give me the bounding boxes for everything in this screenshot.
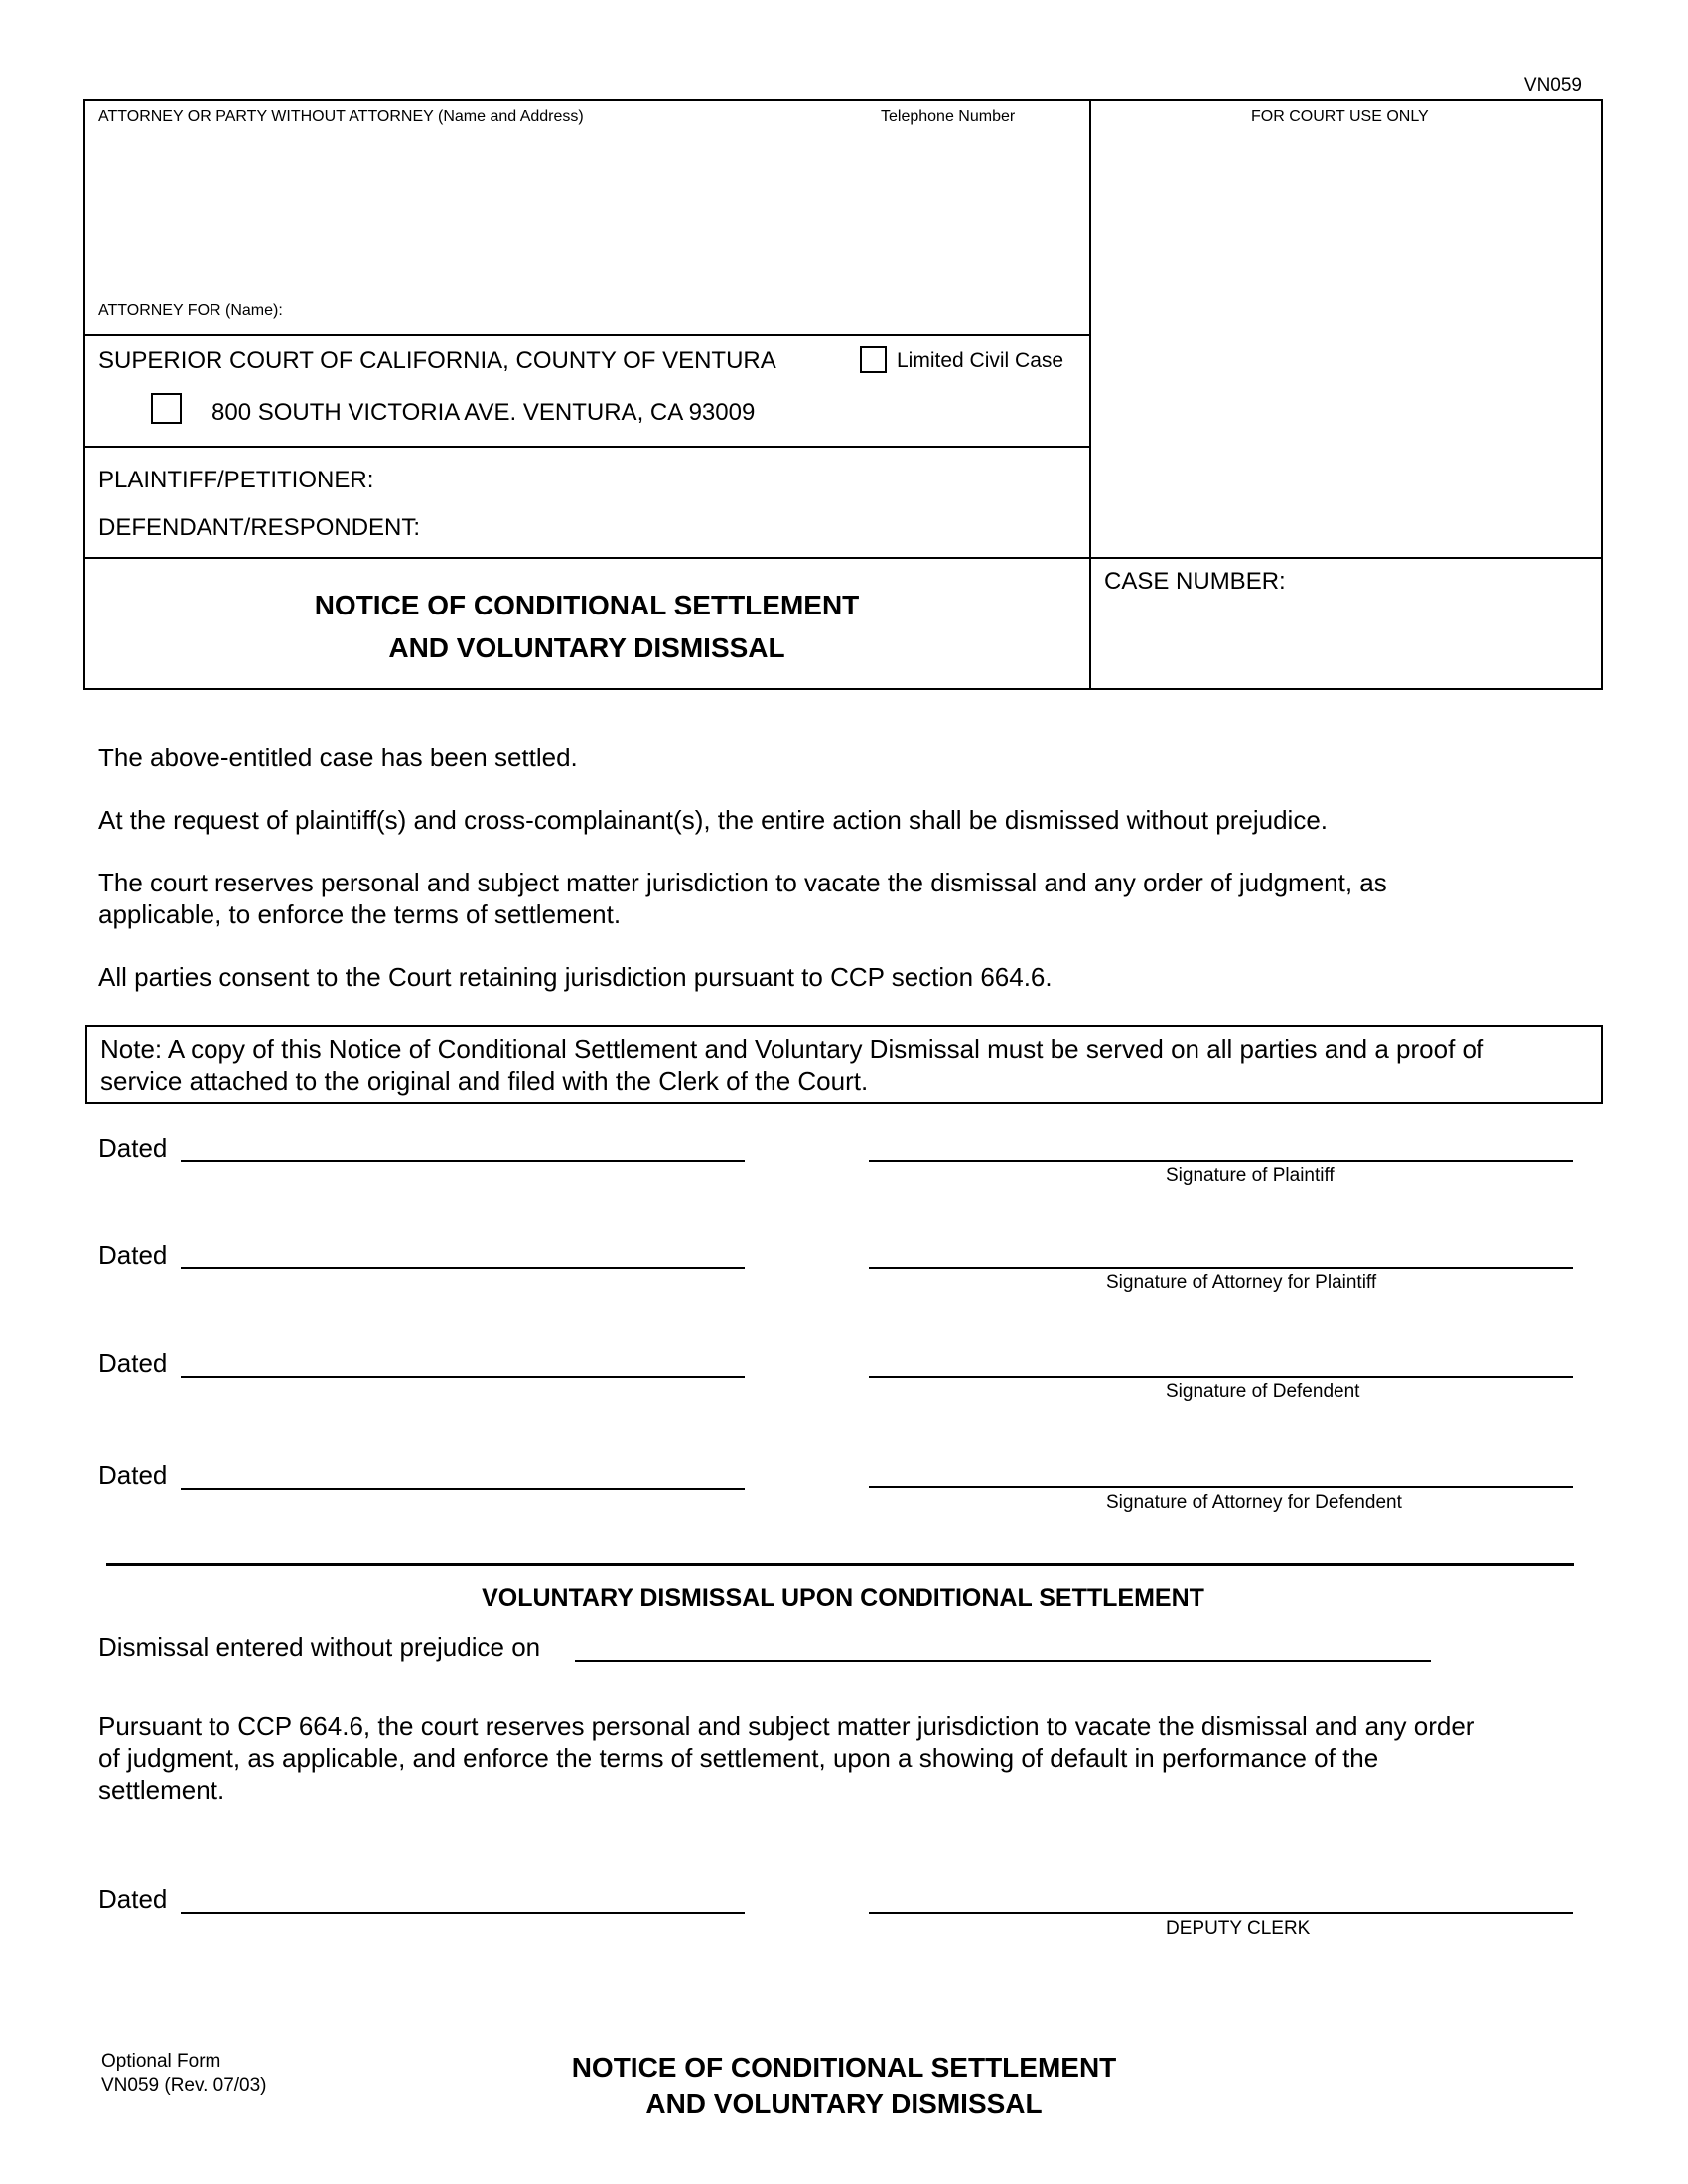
- defendant-label: DEFENDANT/RESPONDENT:: [98, 514, 421, 541]
- dated-line-defendant[interactable]: [181, 1376, 745, 1378]
- case-number-field[interactable]: [1104, 601, 1581, 680]
- dated-label: Dated: [98, 1348, 168, 1378]
- court-name: SUPERIOR COURT OF CALIFORNIA, COUNTY OF VENTURA: [98, 347, 776, 374]
- paragraph-settled: The above-entitled case has been settled.: [98, 743, 578, 772]
- court-address: 800 SOUTH VICTORIA AVE. VENTURA, CA 93009: [211, 399, 756, 426]
- dated-label: Dated: [98, 1240, 168, 1270]
- note-line2: service attached to the original and filed with the Clerk of the Court.: [100, 1066, 869, 1096]
- dated-line-clerk[interactable]: [181, 1912, 745, 1914]
- dated-label: Dated: [98, 1133, 168, 1162]
- dated-line-attorney-plaintiff[interactable]: [181, 1267, 745, 1269]
- dismissal-date-line[interactable]: [575, 1660, 1431, 1662]
- dismissal-entered-label: Dismissal entered without prejudice on: [98, 1632, 541, 1662]
- signature-line-attorney-plaintiff[interactable]: [869, 1267, 1573, 1269]
- signature-caption-defendant: Signature of Defendent: [1166, 1381, 1360, 1402]
- signature-line-plaintiff[interactable]: [869, 1160, 1573, 1162]
- dated-line-plaintiff[interactable]: [181, 1160, 745, 1162]
- footer-title-line1: NOTICE OF CONDITIONAL SETTLEMENT: [571, 2052, 1117, 2083]
- telephone-label: Telephone Number: [881, 108, 1016, 125]
- signature-caption-attorney-defendant: Signature of Attorney for Defendent: [1106, 1492, 1402, 1513]
- signature-caption-plaintiff: Signature of Plaintiff: [1166, 1165, 1335, 1186]
- footer-form-rev: VN059 (Rev. 07/03): [101, 2075, 267, 2096]
- signature-line-clerk[interactable]: [869, 1912, 1573, 1914]
- form-title-line1: NOTICE OF CONDITIONAL SETTLEMENT: [314, 590, 860, 620]
- divider-court: [83, 334, 1090, 336]
- signature-line-defendant[interactable]: [869, 1376, 1573, 1378]
- court-use-label: FOR COURT USE ONLY: [1251, 108, 1429, 125]
- paragraph-dismissed: At the request of plaintiff(s) and cross-complainant(s), the entire action shall be dismissed without prejudice.: [98, 805, 1329, 835]
- paragraph-jurisdiction-line2: applicable, to enforce the terms of settlement.: [98, 899, 622, 929]
- divider-parties: [83, 446, 1090, 448]
- court-address-checkbox[interactable]: [151, 393, 182, 424]
- attorney-label: ATTORNEY OR PARTY WITHOUT ATTORNEY (Name and Address): [98, 108, 584, 125]
- paragraph-consent: All parties consent to the Court retaining jurisdiction pursuant to CCP section 664.6.: [98, 962, 1053, 992]
- footer-optional-form: Optional Form: [101, 2051, 221, 2072]
- signature-caption-attorney-plaintiff: Signature of Attorney for Plaintiff: [1106, 1272, 1377, 1293]
- section-divider: [106, 1563, 1574, 1566]
- note-line1: Note: A copy of this Notice of Conditional Settlement and Voluntary Dismissal must be served on all parties and a proof of: [100, 1034, 1484, 1064]
- divider-title: [83, 557, 1603, 559]
- form-title-line2: AND VOLUNTARY DISMISSAL: [388, 632, 785, 663]
- dismissal-paragraph-line3: settlement.: [98, 1775, 225, 1805]
- footer-title-line2: AND VOLUNTARY DISMISSAL: [645, 2088, 1043, 2118]
- dated-label: Dated: [98, 1460, 168, 1490]
- deputy-clerk-label: DEPUTY CLERK: [1166, 1918, 1311, 1939]
- dated-line-attorney-defendant[interactable]: [181, 1488, 745, 1490]
- signature-line-attorney-defendant[interactable]: [869, 1486, 1573, 1488]
- paragraph-jurisdiction-line1: The court reserves personal and subject matter jurisdiction to vacate the dismissal and any order of judgment, as: [98, 868, 1387, 897]
- dismissal-heading: VOLUNTARY DISMISSAL UPON CONDITIONAL SETTLEMENT: [482, 1584, 1204, 1612]
- plaintiff-label: PLAINTIFF/PETITIONER:: [98, 467, 374, 493]
- dismissal-paragraph-line2: of judgment, as applicable, and enforce the terms of settlement, upon a showing of default in performance of the: [98, 1743, 1379, 1773]
- attorney-for-label: ATTORNEY FOR (Name):: [98, 302, 283, 319]
- case-number-label: CASE NUMBER:: [1104, 568, 1286, 595]
- attorney-name-address-field[interactable]: [98, 134, 1071, 293]
- dismissal-paragraph-line1: Pursuant to CCP 664.6, the court reserves personal and subject matter jurisdiction to vacate the dismissal and any order: [98, 1711, 1475, 1741]
- limited-civil-label: Limited Civil Case: [897, 349, 1064, 372]
- dated-label: Dated: [98, 1884, 168, 1914]
- limited-civil-checkbox[interactable]: [860, 346, 887, 373]
- form-id: VN059: [1523, 75, 1582, 96]
